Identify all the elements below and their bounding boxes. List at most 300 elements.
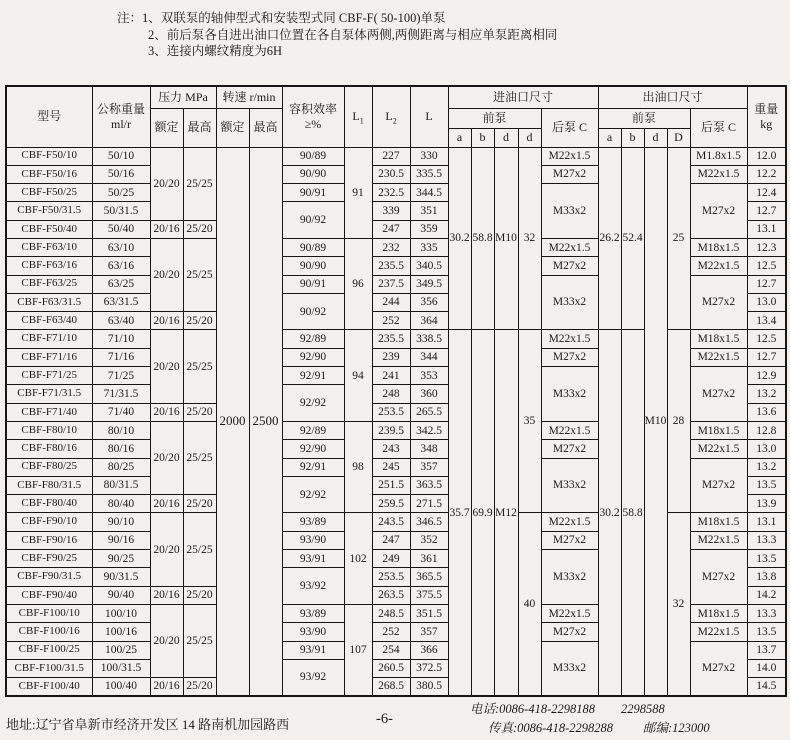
- header-speed-rated: 额定: [216, 108, 249, 147]
- cell-inlet-rear-c: M22x1.5: [541, 330, 598, 348]
- cell-inlet-rear-c: M33x2: [541, 367, 598, 422]
- cell-efficiency: 93/91: [282, 550, 344, 568]
- cell-displacement: 80/31.5: [92, 476, 150, 494]
- cell-model: CBF-F80/40: [6, 495, 92, 513]
- cell-model: CBF-F100/16: [6, 623, 92, 641]
- note-line-2: [148, 27, 557, 44]
- cell-outlet-rear-c: M27x2: [690, 550, 747, 605]
- header-inlet-d2: d: [518, 128, 541, 147]
- cell-efficiency: 92/90: [282, 440, 344, 458]
- cell-outlet-rear-c: M22x1.5: [690, 257, 747, 275]
- cell-l: 335.5: [410, 165, 448, 183]
- cell-model: CBF-F71/31.5: [6, 385, 92, 403]
- cell-efficiency: 90/92: [282, 202, 344, 239]
- cell-weight: 13.0: [747, 440, 786, 458]
- cell-weight: 13.3: [747, 531, 786, 549]
- phone-line: [470, 700, 710, 719]
- cell-outlet-rear-c: M27x2: [690, 184, 747, 239]
- postal-label: 邮编:: [643, 721, 673, 735]
- cell-inlet-rear-c: M33x2: [541, 550, 598, 605]
- cell-outlet-rear-c: M1.8x1.5: [690, 147, 747, 165]
- header-inlet-a: a: [448, 128, 471, 147]
- cell-outlet-a: 26.2: [598, 147, 621, 330]
- header-pressure-rated: 额定: [150, 108, 183, 147]
- cell-weight: 13.5: [747, 623, 786, 641]
- cell-outlet-rear-c: M27x2: [690, 458, 747, 513]
- cell-l: 352: [410, 531, 448, 549]
- table-row: [6, 513, 786, 531]
- cell-l2: 339: [372, 202, 410, 220]
- header-l2-base: L: [385, 109, 393, 124]
- cell-outlet-rear-c: M18x1.5: [690, 421, 747, 439]
- cell-displacement: 63/31.5: [92, 293, 150, 311]
- cell-l: 335: [410, 238, 448, 256]
- cell-outlet-rear-c: M27x2: [690, 367, 747, 422]
- cell-inlet-b: 58.8: [471, 147, 494, 330]
- header-inlet-front-pump: 前泵: [448, 108, 541, 128]
- notes: [117, 10, 557, 60]
- cell-weight: 12.8: [747, 421, 786, 439]
- header-l1: [344, 86, 372, 147]
- cell-efficiency: 92/91: [282, 367, 344, 385]
- cell-displacement: 50/25: [92, 184, 150, 202]
- page-number: -6-: [376, 711, 393, 727]
- header-displacement-unit: ml/r: [111, 116, 131, 131]
- cell-pressure-rated: 20/20: [150, 513, 183, 586]
- cell-pressure-max: 25/25: [183, 238, 216, 311]
- cell-model: CBF-F90/31.5: [6, 568, 92, 586]
- cell-inlet-d2: 32: [518, 147, 541, 330]
- cell-displacement: 80/40: [92, 495, 150, 513]
- cell-l2: 235.5: [372, 257, 410, 275]
- cell-model: CBF-F50/31.5: [6, 202, 92, 220]
- cell-efficiency: 90/92: [282, 293, 344, 330]
- cell-pressure-rated: 20/20: [150, 238, 183, 311]
- cell-l: 364: [410, 312, 448, 330]
- cell-displacement: 100/40: [92, 678, 150, 696]
- header-l2-sub: 2: [392, 116, 397, 126]
- cell-weight: 13.5: [747, 550, 786, 568]
- cell-speed-rated: 2000: [216, 147, 249, 696]
- cell-l2: 239.5: [372, 421, 410, 439]
- cell-model: CBF-F63/16: [6, 257, 92, 275]
- cell-displacement: 63/25: [92, 275, 150, 293]
- cell-outlet-rear-c: M18x1.5: [690, 238, 747, 256]
- cell-pressure-max: 25/25: [183, 421, 216, 494]
- cell-l2: 253.5: [372, 568, 410, 586]
- cell-outlet-a: 30.2: [598, 330, 621, 696]
- cell-displacement: 63/10: [92, 238, 150, 256]
- cell-pressure-rated: 20/16: [150, 220, 183, 238]
- cell-l1: 96: [344, 238, 372, 329]
- cell-weight: 14.2: [747, 586, 786, 604]
- cell-displacement: 90/31.5: [92, 568, 150, 586]
- header-outlet-b: b: [621, 128, 644, 147]
- cell-pressure-max: 25/20: [183, 495, 216, 513]
- cell-l: 356: [410, 293, 448, 311]
- cell-model: CBF-F90/40: [6, 586, 92, 604]
- cell-outlet-b: 58.8: [621, 330, 644, 696]
- header-outlet-rear-pump: 后泵 C: [690, 108, 747, 147]
- cell-l2: 259.5: [372, 495, 410, 513]
- cell-weight: 13.2: [747, 458, 786, 476]
- cell-weight: 12.4: [747, 184, 786, 202]
- cell-outlet-D: 32: [667, 513, 690, 696]
- cell-l: 351.5: [410, 604, 448, 622]
- cell-pressure-max: 25/25: [183, 604, 216, 677]
- cell-weight: 13.0: [747, 293, 786, 311]
- cell-inlet-rear-c: M27x2: [541, 165, 598, 183]
- cell-l2: 247: [372, 531, 410, 549]
- cell-l2: 263.5: [372, 586, 410, 604]
- header-model: 型号: [6, 86, 92, 147]
- spec-table-head: [6, 86, 786, 147]
- cell-outlet-rear-c: M18x1.5: [690, 513, 747, 531]
- cell-l2: 260.5: [372, 659, 410, 677]
- cell-outlet-rear-c: M18x1.5: [690, 330, 747, 348]
- postal-code: 123000: [672, 721, 710, 735]
- header-l1-base: L: [352, 109, 360, 124]
- cell-l2: 232: [372, 238, 410, 256]
- cell-l: 271.5: [410, 495, 448, 513]
- cell-model: CBF-F71/40: [6, 403, 92, 421]
- cell-inlet-rear-c: M22x1.5: [541, 147, 598, 165]
- cell-outlet-rear-c: M22x1.5: [690, 348, 747, 366]
- cell-efficiency: 93/90: [282, 531, 344, 549]
- cell-weight: 12.7: [747, 202, 786, 220]
- cell-efficiency: 93/89: [282, 604, 344, 622]
- cell-displacement: 71/10: [92, 330, 150, 348]
- note-line-1: [117, 10, 557, 27]
- cell-weight: 12.0: [747, 147, 786, 165]
- cell-pressure-rated: 20/16: [150, 586, 183, 604]
- cell-pressure-max: 25/20: [183, 403, 216, 421]
- cell-displacement: 50/16: [92, 165, 150, 183]
- cell-weight: 14.0: [747, 659, 786, 677]
- cell-pressure-rated: 20/20: [150, 604, 183, 677]
- cell-efficiency: 93/92: [282, 659, 344, 696]
- cell-inlet-d: M12: [494, 330, 518, 696]
- header-outlet: 出油口尺寸: [598, 86, 747, 108]
- cell-l2: 244: [372, 293, 410, 311]
- cell-inlet-rear-c: M33x2: [541, 458, 598, 513]
- header-speed: 转速 r/min: [216, 86, 282, 108]
- cell-model: CBF-F100/31.5: [6, 659, 92, 677]
- cell-efficiency: 92/92: [282, 385, 344, 422]
- cell-l2: 252: [372, 312, 410, 330]
- cell-inlet-d2: 35: [518, 330, 541, 513]
- cell-outlet-rear-c: M22x1.5: [690, 531, 747, 549]
- cell-weight: 13.9: [747, 495, 786, 513]
- cell-l1: 102: [344, 513, 372, 604]
- cell-l: 265.5: [410, 403, 448, 421]
- note-text-3: 3、连接内螺纹精度为6H: [148, 44, 283, 58]
- header-outlet-a: a: [598, 128, 621, 147]
- header-efficiency-title: 容积效率: [289, 101, 338, 116]
- cell-weight: 12.5: [747, 257, 786, 275]
- note-line-3: [148, 43, 557, 60]
- cell-l: 359: [410, 220, 448, 238]
- cell-efficiency: 93/89: [282, 513, 344, 531]
- cell-l2: 245: [372, 458, 410, 476]
- header-outlet-d: d: [644, 128, 667, 147]
- cell-pressure-max: 25/20: [183, 220, 216, 238]
- cell-model: CBF-F80/10: [6, 421, 92, 439]
- cell-weight: 13.8: [747, 568, 786, 586]
- cell-displacement: 100/25: [92, 641, 150, 659]
- cell-inlet-d2: 40: [518, 513, 541, 696]
- cell-efficiency: 90/89: [282, 147, 344, 165]
- cell-l2: 251.5: [372, 476, 410, 494]
- cell-model: CBF-F50/16: [6, 165, 92, 183]
- cell-efficiency: 92/92: [282, 476, 344, 513]
- spec-table-body: [6, 147, 786, 696]
- cell-efficiency: 90/91: [282, 184, 344, 202]
- cell-model: CBF-F90/10: [6, 513, 92, 531]
- cell-displacement: 90/25: [92, 550, 150, 568]
- cell-l: 330: [410, 147, 448, 165]
- notes-label: 注：: [117, 11, 143, 25]
- cell-weight: 12.9: [747, 367, 786, 385]
- header-displacement: [92, 86, 150, 147]
- cell-l: 349.5: [410, 275, 448, 293]
- cell-l: 372.5: [410, 659, 448, 677]
- cell-weight: 13.1: [747, 513, 786, 531]
- header-l1-sub: 1: [359, 116, 364, 126]
- cell-displacement: 80/25: [92, 458, 150, 476]
- cell-model: CBF-F50/40: [6, 220, 92, 238]
- cell-outlet-rear-c: M27x2: [690, 275, 747, 330]
- cell-pressure-rated: 20/20: [150, 421, 183, 494]
- cell-inlet-rear-c: M27x2: [541, 531, 598, 549]
- cell-model: CBF-F71/25: [6, 367, 92, 385]
- cell-displacement: 100/16: [92, 623, 150, 641]
- cell-displacement: 71/25: [92, 367, 150, 385]
- cell-displacement: 100/10: [92, 604, 150, 622]
- cell-outlet-rear-c: M18x1.5: [690, 604, 747, 622]
- cell-efficiency: 90/90: [282, 257, 344, 275]
- cell-inlet-rear-c: M33x2: [541, 641, 598, 696]
- cell-displacement: 90/16: [92, 531, 150, 549]
- header-pressure: 压力 MPa: [150, 86, 216, 108]
- cell-model: CBF-F80/16: [6, 440, 92, 458]
- cell-outlet-D: 25: [667, 147, 690, 330]
- cell-weight: 13.2: [747, 385, 786, 403]
- cell-model: CBF-F71/10: [6, 330, 92, 348]
- cell-efficiency: 92/91: [282, 458, 344, 476]
- cell-outlet-b: 52.4: [621, 147, 644, 330]
- header-weight-title: 重量: [754, 101, 779, 116]
- cell-l1: 98: [344, 421, 372, 512]
- cell-l: 357: [410, 458, 448, 476]
- cell-l2: 247: [372, 220, 410, 238]
- cell-weight: 12.7: [747, 348, 786, 366]
- cell-outlet-rear-c: M27x2: [690, 641, 747, 696]
- cell-l2: 248.5: [372, 604, 410, 622]
- cell-speed-max: 2500: [249, 147, 282, 696]
- cell-l2: 243.5: [372, 513, 410, 531]
- header-l: L: [410, 86, 448, 147]
- cell-l: 348: [410, 440, 448, 458]
- cell-model: CBF-F63/31.5: [6, 293, 92, 311]
- cell-displacement: 63/40: [92, 312, 150, 330]
- cell-weight: 14.5: [747, 678, 786, 696]
- cell-displacement: 71/31.5: [92, 385, 150, 403]
- cell-l: 375.5: [410, 586, 448, 604]
- cell-efficiency: 92/89: [282, 330, 344, 348]
- cell-l2: 253.5: [372, 403, 410, 421]
- cell-weight: 13.7: [747, 641, 786, 659]
- cell-efficiency: 90/90: [282, 165, 344, 183]
- cell-outlet-rear-c: M22x1.5: [690, 623, 747, 641]
- cell-l: 340.5: [410, 257, 448, 275]
- cell-l: 353: [410, 367, 448, 385]
- cell-efficiency: 90/89: [282, 238, 344, 256]
- cell-l: 380.5: [410, 678, 448, 696]
- cell-displacement: 100/31.5: [92, 659, 150, 677]
- table-row: [6, 147, 786, 165]
- cell-inlet-rear-c: M27x2: [541, 440, 598, 458]
- cell-weight: 12.7: [747, 275, 786, 293]
- cell-model: CBF-F63/10: [6, 238, 92, 256]
- phone-number: 0086-418-2298188: [499, 702, 595, 716]
- cell-l2: 248: [372, 385, 410, 403]
- cell-model: CBF-F50/25: [6, 184, 92, 202]
- cell-l: 338.5: [410, 330, 448, 348]
- cell-efficiency: 93/92: [282, 568, 344, 605]
- cell-pressure-max: 25/20: [183, 586, 216, 604]
- note-text-2: 2、前后泵各自进出油口位置在各自泵体两侧,两侧距离与相应单泵距离相同: [148, 27, 558, 42]
- cell-l2: 227: [372, 147, 410, 165]
- cell-l2: 235.5: [372, 330, 410, 348]
- cell-efficiency: 93/91: [282, 641, 344, 659]
- cell-l2: 230.5: [372, 165, 410, 183]
- cell-model: CBF-F80/25: [6, 458, 92, 476]
- cell-model: CBF-F63/25: [6, 275, 92, 293]
- cell-weight: 13.1: [747, 220, 786, 238]
- cell-pressure-max: 25/25: [183, 513, 216, 586]
- cell-displacement: 90/40: [92, 586, 150, 604]
- cell-model: CBF-F100/40: [6, 678, 92, 696]
- cell-l2: 239: [372, 348, 410, 366]
- cell-displacement: 71/16: [92, 348, 150, 366]
- cell-inlet-rear-c: M22x1.5: [541, 421, 598, 439]
- cell-weight: 13.6: [747, 403, 786, 421]
- cell-l2: 249: [372, 550, 410, 568]
- cell-l: 363.5: [410, 476, 448, 494]
- cell-inlet-a: 30.2: [448, 147, 471, 330]
- header-efficiency-unit: ≥%: [304, 116, 322, 131]
- cell-model: CBF-F90/25: [6, 550, 92, 568]
- pump-spec-table: [5, 85, 787, 697]
- fax-number: 0086-418-2298288: [517, 721, 613, 735]
- cell-l2: 237.5: [372, 275, 410, 293]
- cell-l: 361: [410, 550, 448, 568]
- cell-inlet-rear-c: M27x2: [541, 348, 598, 366]
- header-inlet: 进油口尺寸: [448, 86, 598, 108]
- header-weight: [747, 86, 786, 147]
- cell-l: 346.5: [410, 513, 448, 531]
- cell-pressure-max: 25/25: [183, 330, 216, 403]
- cell-displacement: 63/16: [92, 257, 150, 275]
- cell-l2: 254: [372, 641, 410, 659]
- cell-pressure-rated: 20/16: [150, 403, 183, 421]
- cell-pressure-rated: 20/16: [150, 678, 183, 696]
- cell-inlet-d: M10: [494, 147, 518, 330]
- cell-pressure-max: 25/20: [183, 678, 216, 696]
- header-inlet-b: b: [471, 128, 494, 147]
- cell-l: 344.5: [410, 184, 448, 202]
- cell-l: 360: [410, 385, 448, 403]
- note-text-1: 1、双联泵的轴伸型式和安装型式同 CBF-F( 50-100)单泵: [142, 11, 446, 25]
- cell-model: CBF-F100/10: [6, 604, 92, 622]
- cell-model: CBF-F50/10: [6, 147, 92, 165]
- cell-efficiency: 92/90: [282, 348, 344, 366]
- cell-l2: 252: [372, 623, 410, 641]
- cell-model: CBF-F80/31.5: [6, 476, 92, 494]
- cell-displacement: 50/40: [92, 220, 150, 238]
- cell-l1: 107: [344, 604, 372, 695]
- cell-displacement: 90/10: [92, 513, 150, 531]
- header-inlet-d: d: [494, 128, 518, 147]
- cell-inlet-a: 35.7: [448, 330, 471, 696]
- cell-model: CBF-F90/16: [6, 531, 92, 549]
- header-speed-max: 最高: [249, 108, 282, 147]
- cell-efficiency: 92/89: [282, 421, 344, 439]
- cell-pressure-rated: 20/20: [150, 147, 183, 220]
- cell-l: 366: [410, 641, 448, 659]
- cell-outlet-rear-c: M22x1.5: [690, 165, 747, 183]
- cell-outlet-D: 28: [667, 330, 690, 513]
- cell-weight: 13.3: [747, 604, 786, 622]
- cell-l2: 232.5: [372, 184, 410, 202]
- cell-inlet-rear-c: M22x1.5: [541, 238, 598, 256]
- fax-line: [488, 719, 710, 738]
- table-row: [6, 330, 786, 348]
- cell-inlet-rear-c: M27x2: [541, 257, 598, 275]
- cell-weight: 12.2: [747, 165, 786, 183]
- cell-l: 351: [410, 202, 448, 220]
- cell-inlet-rear-c: M27x2: [541, 623, 598, 641]
- header-row-1: [6, 86, 786, 108]
- cell-model: CBF-F100/25: [6, 641, 92, 659]
- cell-pressure-rated: 20/16: [150, 312, 183, 330]
- header-outlet-front-pump: 前泵: [598, 108, 690, 128]
- cell-pressure-rated: 20/20: [150, 330, 183, 403]
- cell-pressure-max: 25/25: [183, 147, 216, 220]
- cell-displacement: 50/10: [92, 147, 150, 165]
- header-efficiency: [282, 86, 344, 147]
- cell-displacement: 71/40: [92, 403, 150, 421]
- cell-l1: 91: [344, 147, 372, 238]
- cell-displacement: 80/10: [92, 421, 150, 439]
- cell-model: CBF-F63/40: [6, 312, 92, 330]
- cell-l2: 268.5: [372, 678, 410, 696]
- cell-pressure-rated: 20/16: [150, 495, 183, 513]
- footer-address: 地址:辽宁省阜新市经济开发区 14 路南机加园路西: [6, 717, 290, 732]
- cell-weight: 13.5: [747, 476, 786, 494]
- cell-outlet-d: M10: [644, 147, 667, 696]
- header-inlet-rear-pump: 后泵 C: [541, 108, 598, 147]
- header-displacement-title: 公称重量: [96, 101, 145, 116]
- cell-l2: 241: [372, 367, 410, 385]
- cell-l1: 94: [344, 330, 372, 421]
- cell-inlet-b: 69.9: [471, 330, 494, 696]
- cell-l: 344: [410, 348, 448, 366]
- cell-l: 342.5: [410, 421, 448, 439]
- cell-efficiency: 93/90: [282, 623, 344, 641]
- phone-label: 电话:: [470, 702, 500, 716]
